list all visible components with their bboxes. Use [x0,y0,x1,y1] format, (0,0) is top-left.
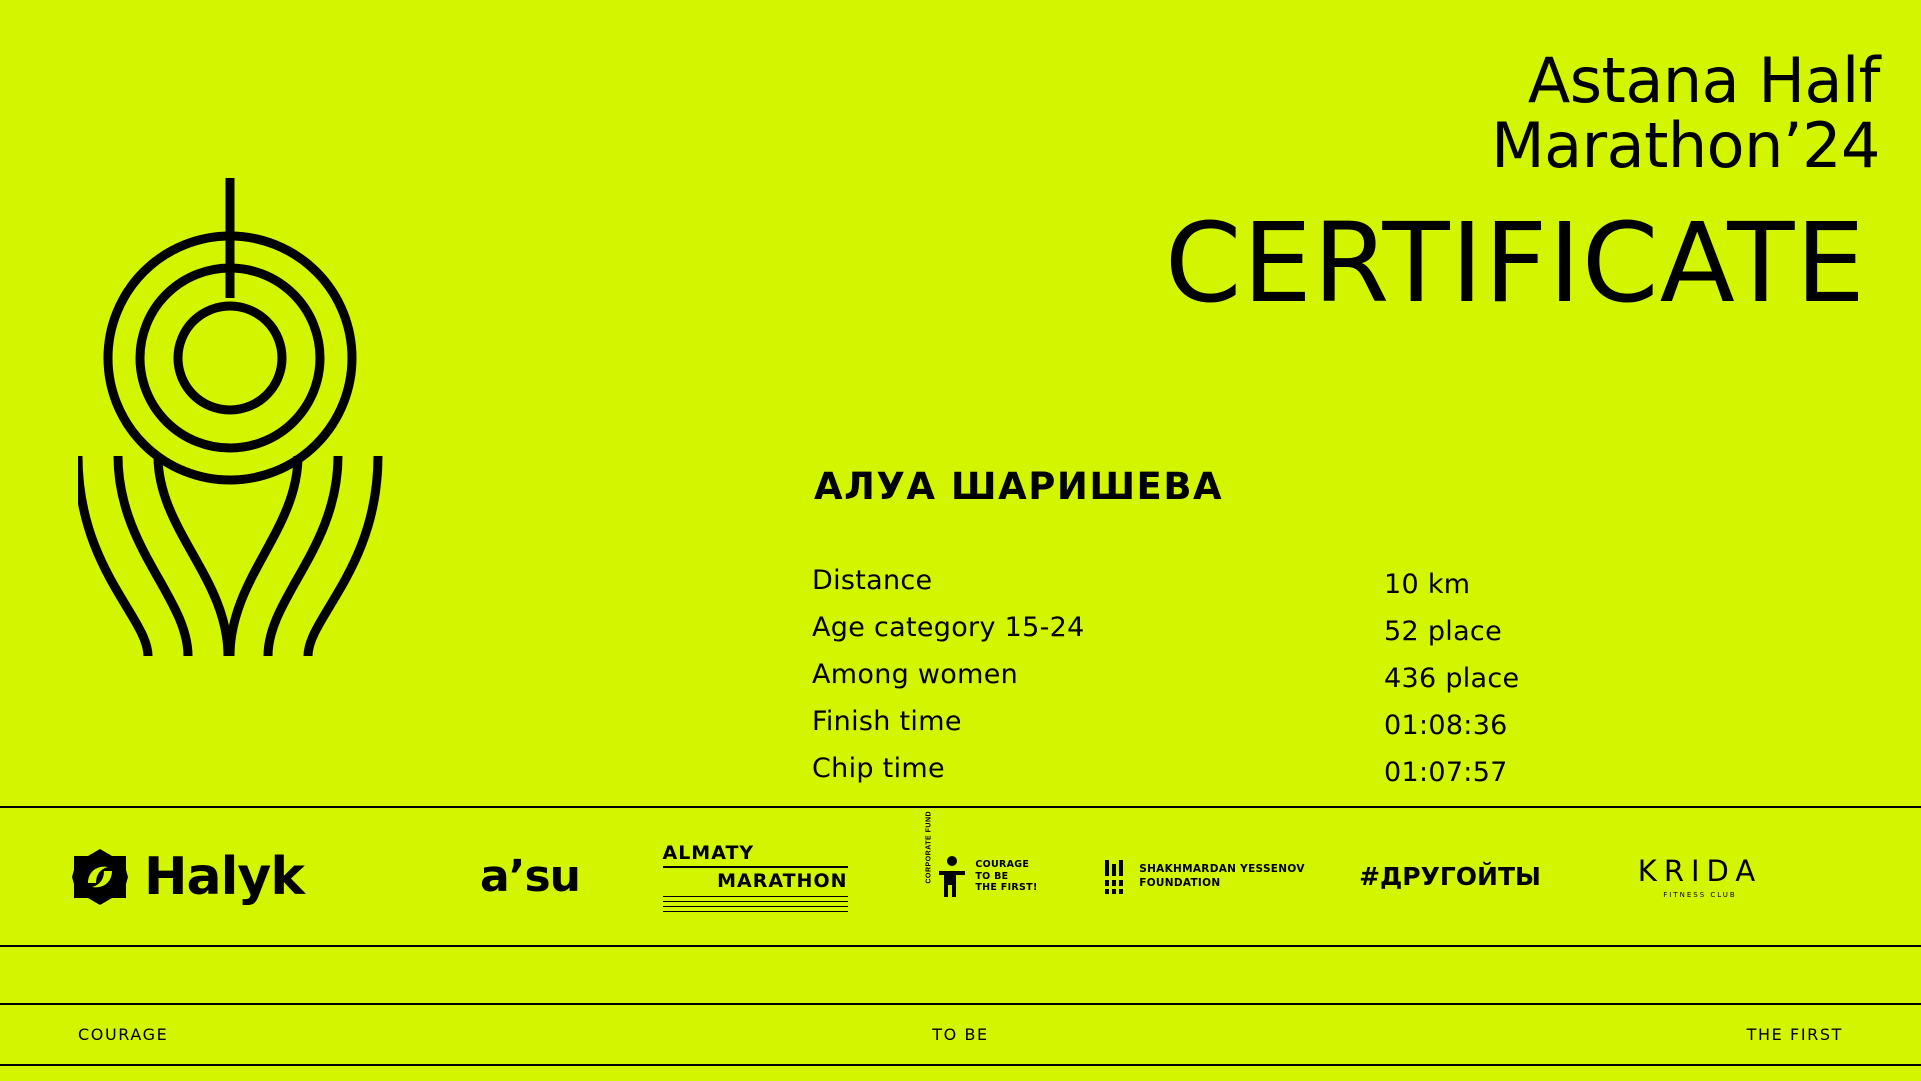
result-value: 436 place [1384,663,1520,694]
sponsor-drugoity-label: #ДРУГОЙТЫ [1359,862,1541,891]
result-value: 10 km [1384,569,1471,600]
result-label: Among women [812,659,1019,690]
runner-figure-icon [936,855,970,899]
result-row [812,753,1862,800]
result-value: 01:07:57 [1384,757,1508,788]
sponsor-krida-subtitle: FITNESS CLUB [1663,891,1737,899]
result-label: Chip time [812,753,945,784]
certificate-heading: CERTIFICATE [1164,199,1866,328]
sponsor-asu-label: aʼsu [480,851,580,902]
footer-left: COURAGE [78,1025,169,1044]
result-row [812,612,1862,659]
marathon-emblem-icon [78,178,458,658]
almaty-marathon-line2: MARATHON [717,869,848,892]
bars-icon [1105,860,1131,894]
corporate-fund-vertical-label: CORPORATE FUND [925,810,933,884]
corporate-fund-line2: TO BE [975,870,1009,882]
sponsor-drugoity [1330,862,1570,891]
sponsor-strip [0,808,1921,945]
result-label: Age category 15-24 [812,612,1085,643]
corporate-fund-line3: THE FIRST! [975,882,1038,894]
sponsor-halyk-label: Halyk [144,846,304,907]
sponsor-krida [1570,854,1830,899]
almaty-marathon-rule [663,866,848,868]
results-list [812,565,1862,800]
halyk-flower-icon [70,847,130,907]
sponsor-krida-label: KRIDA [1637,854,1763,888]
event-title [800,0,1880,183]
yessenov-line1: SHAKHMARDAN YESSENOV [1139,862,1305,875]
yessenov-line2: FOUNDATION [1139,876,1221,889]
corporate-fund-label [975,859,1037,895]
event-title-line2: Marathon’24 [1491,109,1880,183]
divider-line-bottom [0,1064,1921,1066]
sponsor-yessenov-foundation [1080,860,1330,894]
sponsor-halyk [70,847,430,907]
result-row [812,706,1862,753]
event-title-line1: Astana Half [1527,44,1880,117]
footer-middle: TO BE [932,1025,989,1044]
divider-line-sponsors-bottom [0,945,1921,947]
footer-slogan [0,1005,1921,1064]
result-row [812,565,1862,612]
result-value: 01:08:36 [1384,710,1508,741]
result-row [812,659,1862,706]
runner-name: АЛУА ШАРИШЕВА [814,465,1224,508]
footer-right: THE FIRST [1746,1025,1843,1044]
result-value: 52 place [1384,616,1502,647]
result-label: Finish time [812,706,962,737]
sponsor-asu [430,851,630,902]
almaty-marathon-line1: ALMATY [662,841,755,864]
almaty-marathon-stripes [663,896,848,912]
sponsor-almaty-marathon [630,842,880,912]
corporate-fund-line1: COURAGE [975,858,1030,870]
sponsor-corporate-fund [880,810,1080,899]
certificate-text-block [800,0,1880,788]
yessenov-label [1139,863,1305,890]
result-label: Distance [812,565,933,596]
